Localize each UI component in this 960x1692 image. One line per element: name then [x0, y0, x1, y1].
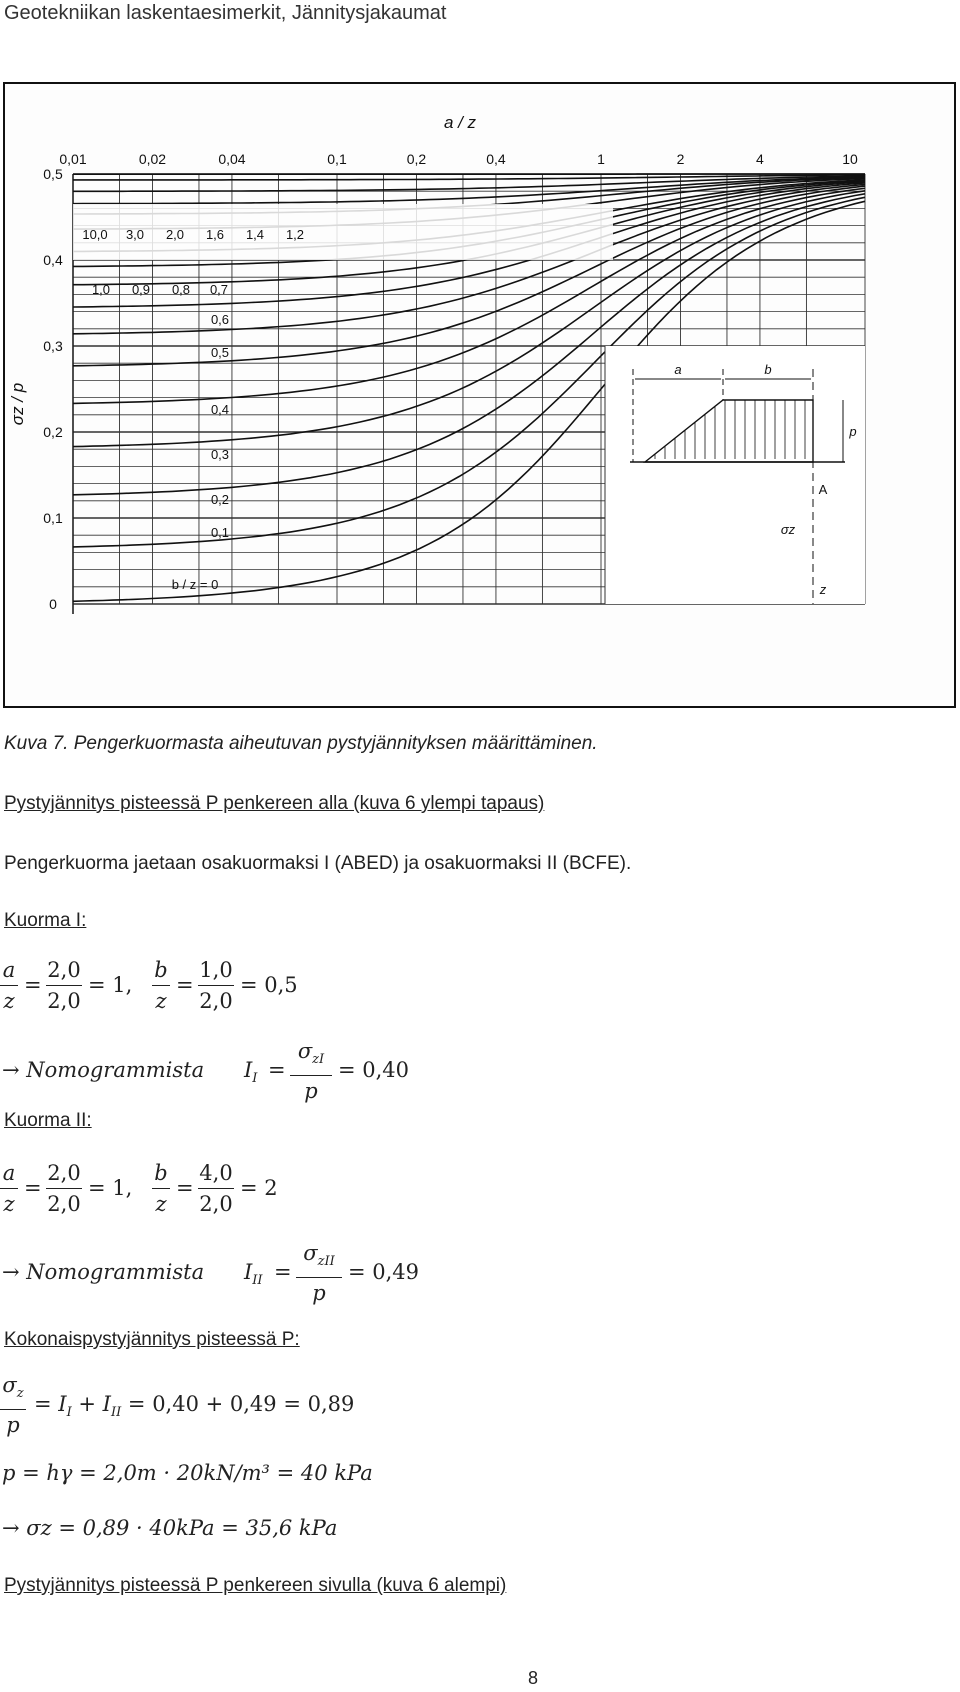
x-tick-label: 4	[756, 151, 764, 167]
frac-num: a	[2, 958, 16, 982]
label-bg	[73, 204, 613, 260]
ratio-result: = 1,	[88, 1176, 133, 1200]
curve-label: 0,1	[210, 525, 230, 540]
inset-label-b: b	[764, 362, 772, 377]
curve-label-b0: b / z = 0	[171, 577, 219, 592]
curve-label: 1,6	[205, 227, 225, 242]
figure-caption: Kuva 7. Pengerkuormasta aiheutuvan pystyjännityksen määrittäminen.	[4, 733, 598, 754]
x-tick-label: 10	[842, 151, 858, 167]
x-tick-label: 0,04	[218, 151, 246, 167]
frac-den: z	[155, 989, 167, 1013]
influence-factor: $I_{II}$	[244, 1260, 263, 1289]
inset-label-p: p	[849, 424, 857, 439]
section-title-below: Pystyjännitys pisteessä P penkereen alla (kuva 6 ylempi tapaus)	[4, 793, 545, 814]
ratio-result: = 2	[240, 1176, 278, 1200]
x-tick-label: 0,01	[59, 151, 87, 167]
frac-num: 4,0	[199, 1161, 233, 1185]
curve-label: 0,5	[210, 345, 230, 360]
equals-sign: =	[24, 973, 42, 997]
top-axis-title: a / z	[443, 113, 477, 132]
total-rhs: = $I_I + I_{II} = 0,40 + 0,49 = 0,89$	[34, 1392, 355, 1421]
inset-label-z: z	[819, 582, 827, 597]
frac-den: 2,0	[199, 989, 233, 1013]
curve-label: 0,9	[131, 282, 151, 297]
curve-label: 0,3	[210, 447, 230, 462]
frac-den: p	[312, 1281, 326, 1306]
total-equation	[0, 1370, 500, 1440]
ratio-result: = 1,	[88, 973, 133, 997]
load2-nomogram-result	[0, 1238, 500, 1308]
curve-label: 0,8	[171, 282, 191, 297]
inset-label-A: A	[818, 482, 828, 497]
curve-label: 3,0	[125, 227, 145, 242]
y-tick-label: 0,4	[43, 252, 63, 268]
inset-panel	[605, 346, 865, 604]
equals-sign: =	[268, 1058, 286, 1082]
y-tick-label: 0,1	[43, 510, 63, 526]
sigma-symbol: σ	[297, 1039, 313, 1063]
frac-num: a	[2, 1161, 16, 1185]
nomogram-text: → Nomogrammista	[2, 1260, 205, 1284]
frac-den: z	[3, 989, 15, 1013]
intro-text: Pengerkuorma jaetaan osakuormaksi I (ABED) ja osakuormaksi II (BCFE).	[4, 853, 632, 874]
frac-den: 2,0	[47, 1192, 81, 1216]
page-number: 8	[528, 1668, 539, 1688]
frac-num: b	[154, 958, 168, 982]
curve-label: 0,6	[210, 312, 230, 327]
load1-ratios	[0, 955, 420, 1025]
load2-ratios	[0, 1158, 420, 1228]
nomogram-result: = 0,49	[348, 1260, 420, 1284]
sigma-subscript: zII	[317, 1254, 335, 1270]
p-equation: p = hγ = 2,0m · 20kN/m³ = 40 kPa	[2, 1461, 373, 1485]
curve-label: 1,0	[91, 282, 111, 297]
x-tick-label: 0,2	[406, 151, 427, 167]
frac-den: p	[304, 1079, 318, 1104]
frac-den: z	[155, 1192, 167, 1216]
inset-label-a: a	[674, 362, 682, 377]
nomogram-svg	[5, 84, 954, 706]
y-tick-label: 0	[49, 596, 57, 612]
y-tick-label: 0,3	[43, 338, 63, 354]
x-tick-label: 0,1	[327, 151, 347, 167]
equals-sign: =	[176, 973, 194, 997]
sigma-subscript: zI	[312, 1052, 325, 1068]
inset-label-sigma: σz	[780, 522, 796, 537]
influence-factor: $I_I$	[244, 1058, 258, 1087]
frac-num: b	[154, 1161, 168, 1185]
y-axis-title: σz / p	[8, 382, 27, 426]
x-tick-label: 1	[597, 151, 605, 167]
nomogram-text: → Nomogrammista	[2, 1058, 205, 1082]
section2-title: Pystyjännitys pisteessä P penkereen sivulla (kuva 6 alempi)	[4, 1575, 507, 1596]
load1-title: Kuorma I:	[4, 910, 87, 931]
x-tick-label: 0,4	[486, 151, 506, 167]
frac-den: 2,0	[47, 989, 81, 1013]
sigma-symbol: σ	[303, 1241, 318, 1265]
sigma-equation: → σz = 0,89 · 40kPa = 35,6 kPa	[2, 1516, 338, 1540]
load1-nomogram-result	[0, 1036, 500, 1106]
curve-label: 10,0	[82, 227, 108, 242]
curve-label: 1,2	[285, 227, 305, 242]
equals-sign: =	[274, 1260, 292, 1284]
curve-label: 0,4	[210, 402, 230, 417]
y-tick-label: 0,5	[43, 166, 63, 182]
x-tick-label: 0,02	[138, 151, 167, 167]
curve-label: 1,4	[245, 227, 265, 242]
y-tick-label: 0,2	[43, 424, 63, 440]
load2-title: Kuorma II:	[4, 1110, 92, 1131]
frac-num: 2,0	[47, 1161, 81, 1185]
curve-label: 0,2	[210, 492, 230, 507]
frac-den: 2,0	[199, 1192, 233, 1216]
x-tick-label: 2	[676, 151, 685, 167]
total-title: Kokonaispystyjännitys pisteessä P:	[4, 1329, 300, 1350]
nomogram-figure	[3, 82, 956, 708]
frac-num: 1,0	[199, 958, 233, 982]
sigma-subscript: z	[16, 1386, 24, 1402]
page-header: Geotekniikan laskentaesimerkit, Jännitysjakaumat	[4, 2, 447, 24]
frac-den: p	[6, 1413, 20, 1438]
influence-curve	[73, 177, 865, 204]
curve-label: 2,0	[165, 227, 185, 242]
nomogram-result: = 0,40	[338, 1058, 410, 1082]
equals-sign: =	[176, 1176, 194, 1200]
curve-label: 0,7	[209, 282, 229, 297]
ratio-result: = 0,5	[240, 973, 298, 997]
sigma-symbol: σ	[2, 1373, 17, 1397]
frac-num: 2,0	[47, 958, 81, 982]
equals-sign: =	[24, 1176, 42, 1200]
frac-den: z	[3, 1192, 15, 1216]
